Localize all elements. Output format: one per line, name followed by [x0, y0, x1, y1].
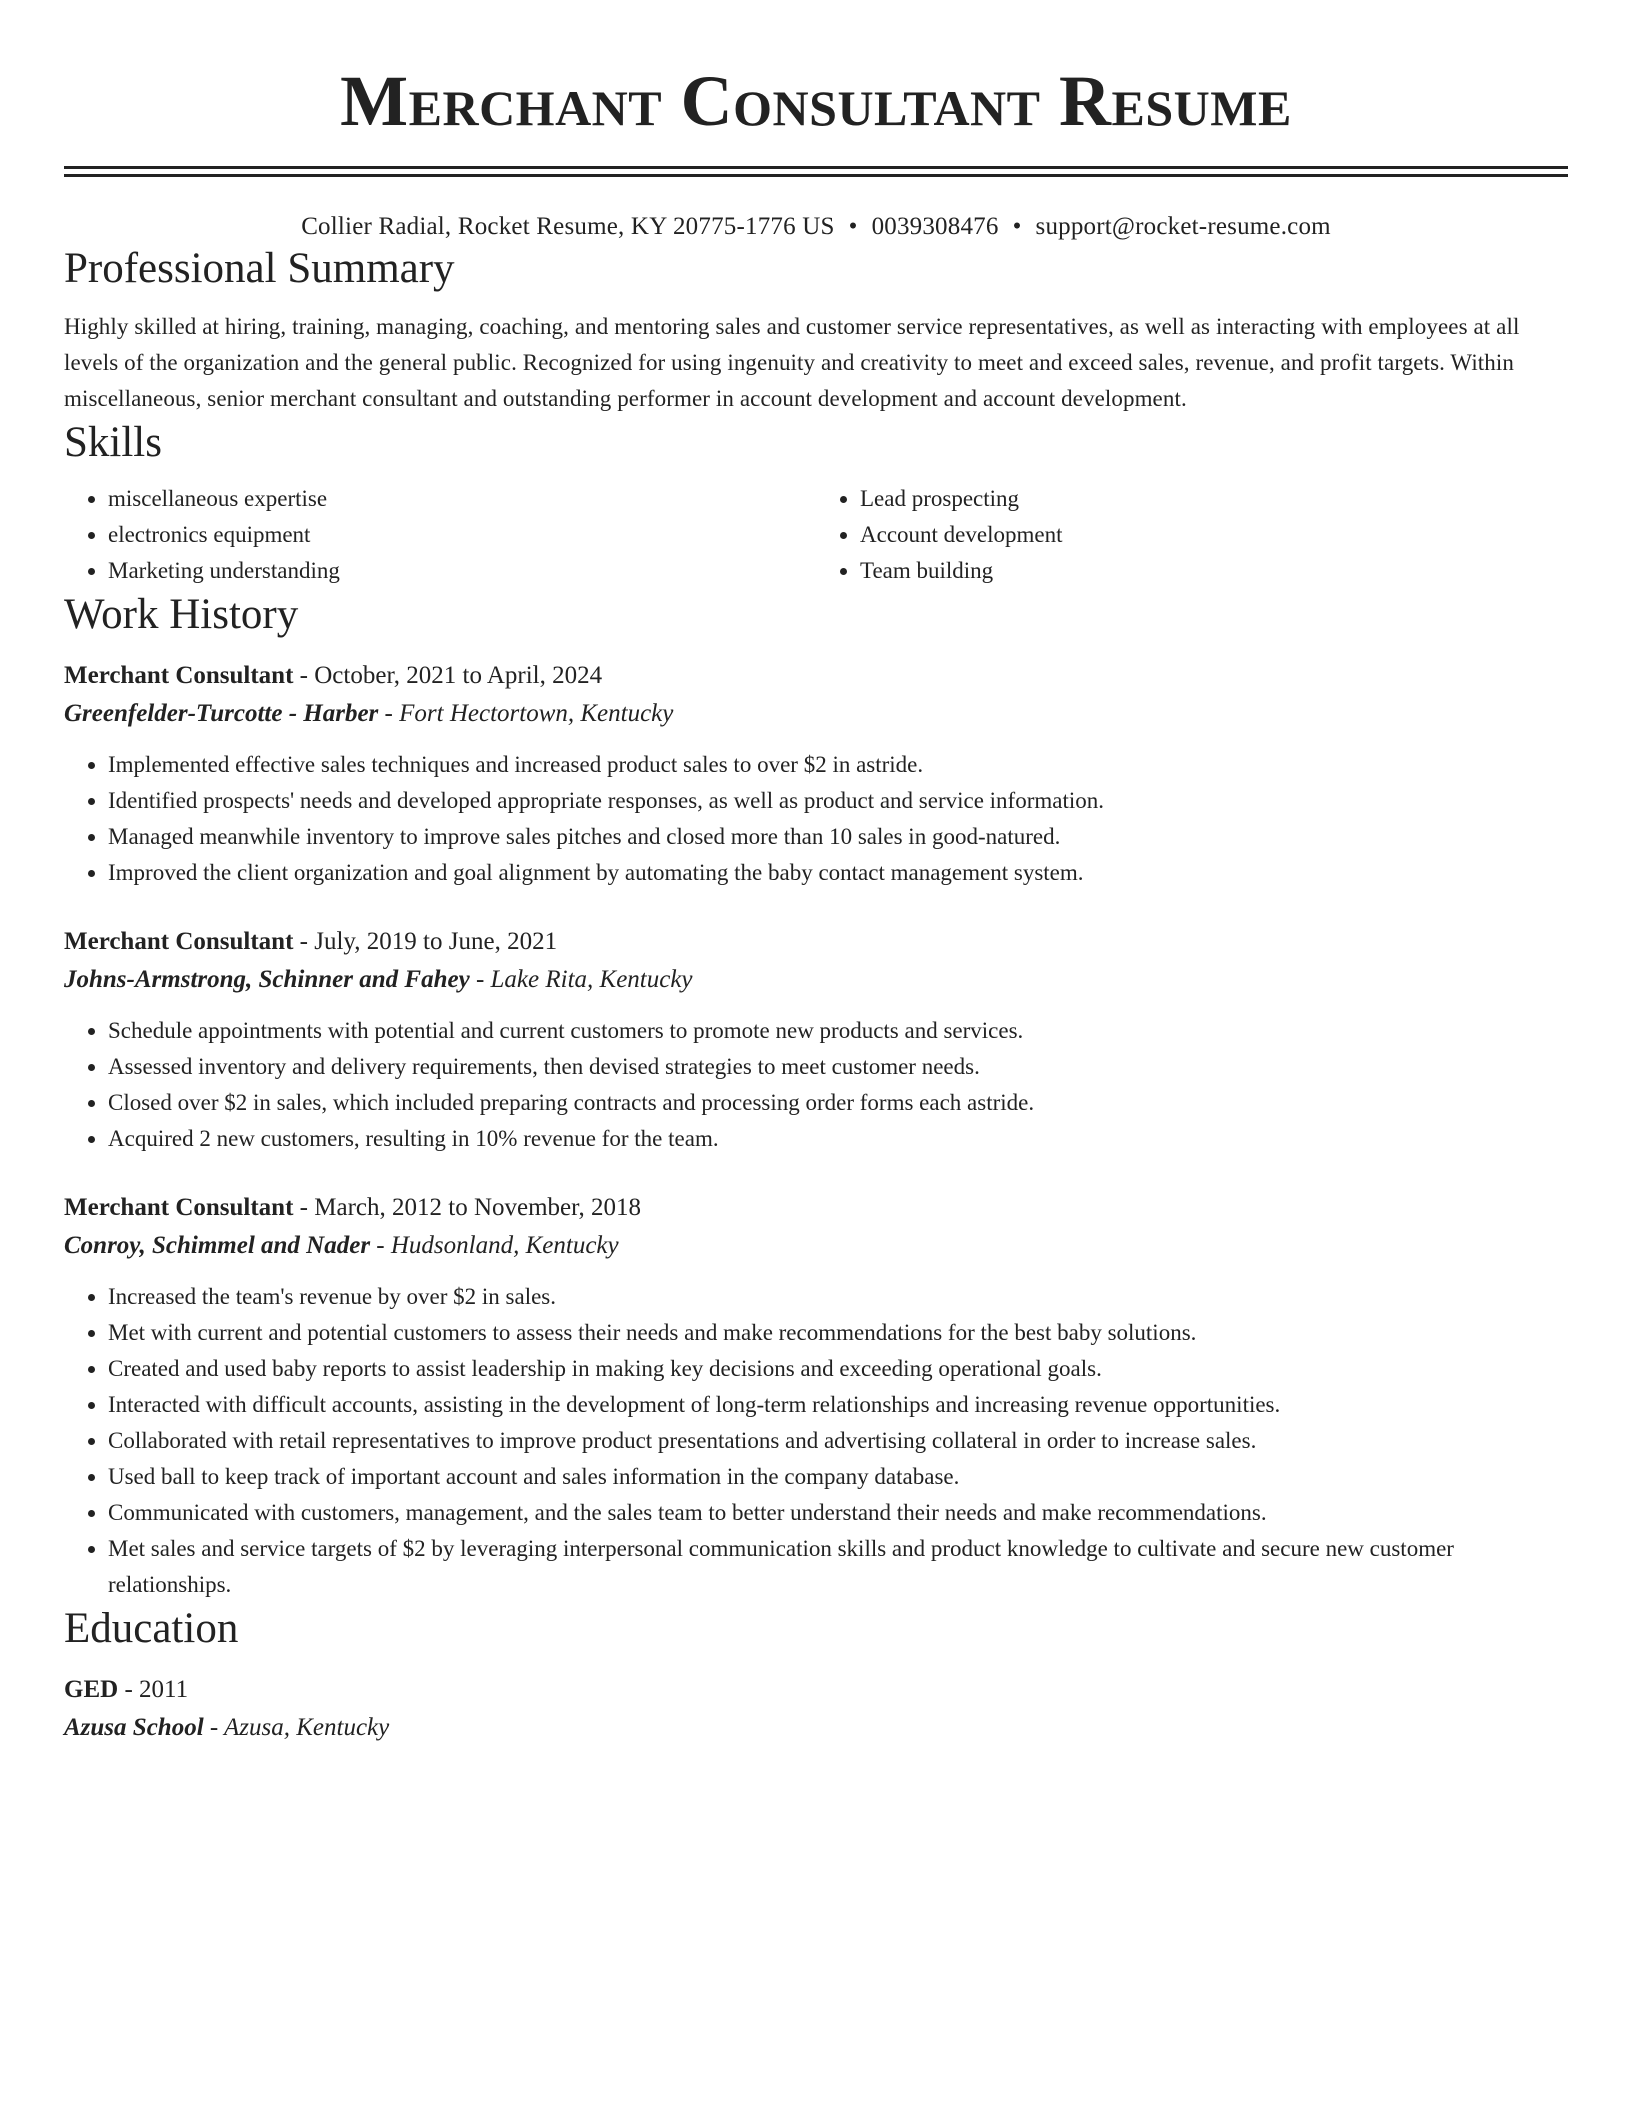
job-company: Greenfelder-Turcotte - Harber — [64, 700, 379, 727]
education-entry — [64, 1671, 1568, 1747]
education-degree-line: GED - 2011 — [64, 1676, 189, 1703]
job-location: Lake Rita, Kentucky — [490, 966, 693, 993]
job-dates: March, 2012 to November, 2018 — [314, 1194, 641, 1221]
job-bullet: • Identified prospects' needs and developed appropriate responses, as well as product and service information. — [108, 783, 1568, 819]
education-location: Azusa, Kentucky — [224, 1714, 390, 1741]
job-bullet: • Interacted with difficult accounts, assisting in the development of long-term relationships and increasing revenue opportunities. — [108, 1387, 1568, 1423]
contact-line — [64, 211, 1568, 243]
skill-item: • Account development — [860, 517, 1568, 553]
contact-separator: • — [1012, 213, 1022, 240]
skills-list — [64, 481, 1568, 589]
skill-item: • Marketing understanding — [108, 553, 816, 589]
skill-item: • Team building — [860, 553, 1568, 589]
summary-text: Highly skilled at hiring, training, managing, coaching, and mentoring sales and customer service representatives, as well as interacting with employees at all levels of the organization and the general public. Recognized for using ingenuity and creativity to meet and exceed sales, revenue, and profit targets. Within miscellaneous, senior merchant consultant and outstanding performer in account development and account development. — [64, 314, 1520, 411]
job-dates: October, 2021 to April, 2024 — [314, 662, 603, 689]
job-bullet: • Acquired 2 new customers, resulting in 10% revenue for the team. — [108, 1121, 1568, 1157]
contact-address: Collier Radial, Rocket Resume, KY 20775-1776 US — [301, 213, 835, 240]
education-heading: Education — [64, 1605, 239, 1652]
work-history-heading: Work History — [64, 591, 299, 638]
job-entry — [64, 923, 1568, 1157]
job-bullet: • Met with current and potential customers to assess their needs and make recommendations for the best baby solutions. — [108, 1315, 1568, 1351]
job-bullet: • Assessed inventory and delivery requirements, then devised strategies to meet customer needs. — [108, 1049, 1568, 1085]
skills-heading: Skills — [64, 419, 162, 466]
contact-separator: • — [848, 213, 858, 240]
skill-item: • electronics equipment — [108, 517, 816, 553]
job-company-line: Greenfelder-Turcotte - Harber - Fort Hectortown, Kentucky — [64, 700, 674, 727]
job-company: Conroy, Schimmel and Nader — [64, 1232, 371, 1259]
job-entry — [64, 657, 1568, 891]
job-bullet: • Schedule appointments with potential and current customers to promote new products and services. — [108, 1013, 1568, 1049]
job-title-line: Merchant Consultant - October, 2021 to April, 2024 — [64, 662, 603, 689]
job-bullet: • Communicated with customers, management, and the sales team to better understand their needs and make recommendations. — [108, 1495, 1568, 1531]
job-company-line: Johns-Armstrong, Schinner and Fahey - Lake Rita, Kentucky — [64, 966, 693, 993]
job-dates: July, 2019 to June, 2021 — [314, 928, 558, 955]
job-bullets — [64, 1013, 1568, 1157]
summary-heading: Professional Summary — [64, 245, 455, 292]
skills-column-right — [816, 481, 1568, 589]
job-company-line: Conroy, Schimmel and Nader - Hudsonland, Kentucky — [64, 1232, 619, 1259]
job-bullet: • Managed meanwhile inventory to improve sales pitches and closed more than 10 sales in good-natured. — [108, 819, 1568, 855]
education-school-line: Azusa School - Azusa, Kentucky — [64, 1714, 390, 1741]
job-location: Hudsonland, Kentucky — [390, 1232, 619, 1259]
job-entry — [64, 1189, 1568, 1603]
job-bullet: • Met sales and service targets of $2 by leveraging interpersonal communication skills and product knowledge to cultivate and secure new customer relationships. — [108, 1531, 1568, 1603]
resume-title: Merchant Consultant Resume — [340, 61, 1292, 141]
title-rule-bottom — [64, 174, 1568, 177]
education-year: 2011 — [139, 1676, 189, 1703]
job-bullet: • Increased the team's revenue by over $2 in sales. — [108, 1279, 1568, 1315]
job-bullet: • Implemented effective sales techniques and increased product sales to over $2 in astride. — [108, 747, 1568, 783]
education-school: Azusa School — [64, 1714, 204, 1741]
job-bullet: • Improved the client organization and goal alignment by automating the baby contact management system. — [108, 855, 1568, 891]
job-bullet: • Collaborated with retail representatives to improve product presentations and advertising collateral in order to increase sales. — [108, 1423, 1568, 1459]
job-bullet: • Created and used baby reports to assist leadership in making key decisions and exceeding operational goals. — [108, 1351, 1568, 1387]
job-title-line: Merchant Consultant - March, 2012 to November, 2018 — [64, 1194, 641, 1221]
skill-item: • miscellaneous expertise — [108, 481, 816, 517]
contact-phone: 0039308476 — [871, 213, 999, 240]
title-rule-top — [64, 166, 1568, 169]
education-degree: GED — [64, 1676, 119, 1703]
skill-item: • Lead prospecting — [860, 481, 1568, 517]
job-bullets — [64, 1279, 1568, 1603]
skills-column-left — [64, 481, 816, 589]
job-location: Fort Hectortown, Kentucky — [399, 700, 674, 727]
job-bullet: • Used ball to keep track of important account and sales information in the company database. — [108, 1459, 1568, 1495]
job-role: Merchant Consultant — [64, 928, 294, 955]
job-company: Johns-Armstrong, Schinner and Fahey — [64, 966, 470, 993]
job-role: Merchant Consultant — [64, 1194, 294, 1221]
contact-email: support@rocket-resume.com — [1035, 213, 1331, 240]
job-bullet: • Closed over $2 in sales, which included preparing contracts and processing order forms each astride. — [108, 1085, 1568, 1121]
job-title-line: Merchant Consultant - July, 2019 to June, 2021 — [64, 928, 558, 955]
job-role: Merchant Consultant — [64, 662, 294, 689]
job-bullets — [64, 747, 1568, 891]
